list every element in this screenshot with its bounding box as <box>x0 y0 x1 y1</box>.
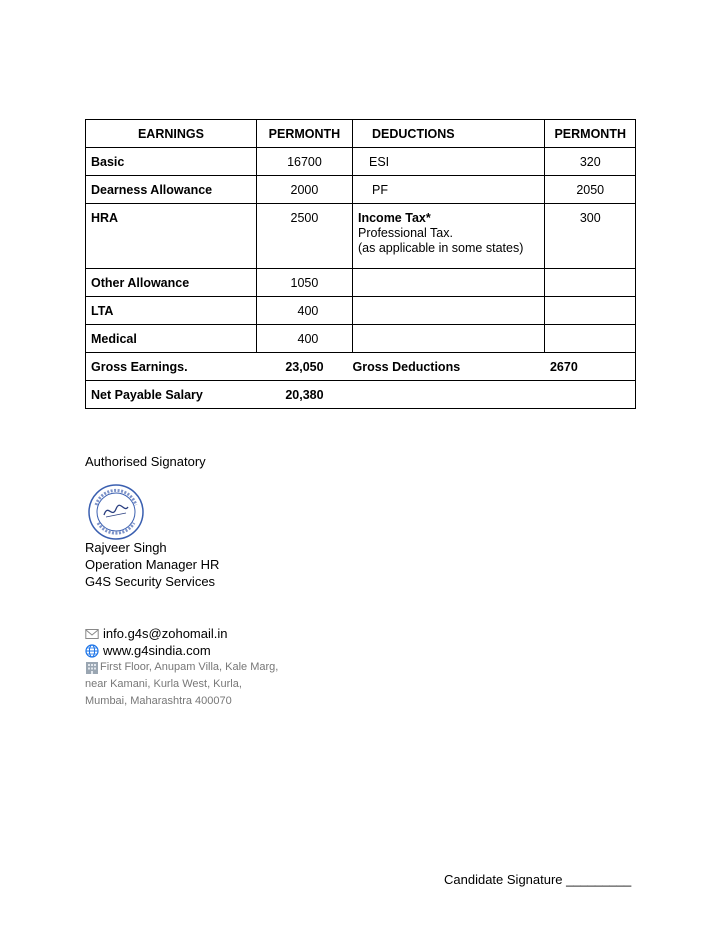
gross-row <box>86 353 636 381</box>
earning-amount: 400 <box>256 297 352 325</box>
professional-tax-label: Professional Tax. <box>358 226 453 240</box>
deduction-amount: 300 <box>545 204 636 269</box>
earning-label: Dearness Allowance <box>86 176 257 204</box>
table-row <box>86 269 636 297</box>
signatory-company: G4S Security Services <box>85 574 216 589</box>
net-empty-cell <box>353 381 545 409</box>
deduction-label-empty <box>353 269 545 297</box>
company-seal-icon <box>86 483 146 541</box>
signatory-title: Operation Manager HR <box>85 557 220 572</box>
net-row <box>86 381 636 409</box>
authorised-signatory-label: Authorised Signatory <box>85 454 206 469</box>
salary-table <box>85 119 636 409</box>
earning-label: Medical <box>86 325 257 353</box>
deduction-amount-empty <box>545 325 636 353</box>
deduction-label: ESI <box>353 148 545 176</box>
candidate-signature-line: Candidate Signature _________ <box>444 872 632 887</box>
signatory-name: Rajveer Singh <box>85 540 167 555</box>
deduction-amount: 320 <box>545 148 636 176</box>
income-tax-label: Income Tax* <box>358 211 431 225</box>
gross-deductions-label: Gross Deductions <box>353 353 545 381</box>
net-salary-value: 20,380 <box>256 381 352 409</box>
address-row <box>85 659 278 676</box>
deduction-label-empty <box>353 325 545 353</box>
gross-earnings-value: 23,050 <box>256 353 352 381</box>
table-header-row <box>86 120 636 148</box>
globe-icon <box>85 644 99 658</box>
deduction-amount-empty <box>545 269 636 297</box>
table-row <box>86 325 636 353</box>
earning-amount: 2000 <box>256 176 352 204</box>
earning-amount: 2500 <box>256 204 352 269</box>
earning-amount: 1050 <box>256 269 352 297</box>
table-row <box>86 148 636 176</box>
mail-icon <box>85 628 99 640</box>
table-row <box>86 204 636 269</box>
earning-amount: 16700 <box>256 148 352 176</box>
header-permonth-deductions: PERMONTH <box>545 120 636 148</box>
net-salary-label: Net Payable Salary <box>86 381 257 409</box>
address-line-2: near Kamani, Kurla West, Kurla, <box>85 678 242 690</box>
gross-deductions-value: 2670 <box>545 353 636 381</box>
deduction-label: PF <box>353 176 545 204</box>
header-earnings: EARNINGS <box>86 120 257 148</box>
earning-amount: 400 <box>256 325 352 353</box>
earning-label: Basic <box>86 148 257 176</box>
email-link[interactable]: info.g4s@zohomail.in <box>103 626 228 641</box>
website-row <box>85 642 278 659</box>
applicability-note: (as applicable in some states) <box>358 241 524 255</box>
net-empty-cell <box>545 381 636 409</box>
header-permonth-earnings: PERMONTH <box>256 120 352 148</box>
gross-earnings-label: Gross Earnings. <box>86 353 257 381</box>
table-row <box>86 297 636 325</box>
email-row <box>85 625 278 642</box>
signatory-block <box>85 539 219 590</box>
website-link[interactable]: www.g4sindia.com <box>103 643 211 658</box>
earning-label: LTA <box>86 297 257 325</box>
building-icon <box>85 661 99 675</box>
deduction-label <box>353 204 545 269</box>
earning-label: HRA <box>86 204 257 269</box>
address-line-1: First Floor, Anupam Villa, Kale Marg, <box>100 661 279 673</box>
deduction-amount: 2050 <box>545 176 636 204</box>
table-row <box>86 176 636 204</box>
header-deductions: DEDUCTIONS <box>353 120 545 148</box>
address-block <box>85 659 278 710</box>
earning-label: Other Allowance <box>86 269 257 297</box>
contact-block <box>85 625 278 710</box>
address-line-3: Mumbai, Maharashtra 400070 <box>85 695 232 707</box>
deduction-label-empty <box>353 297 545 325</box>
deduction-amount-empty <box>545 297 636 325</box>
